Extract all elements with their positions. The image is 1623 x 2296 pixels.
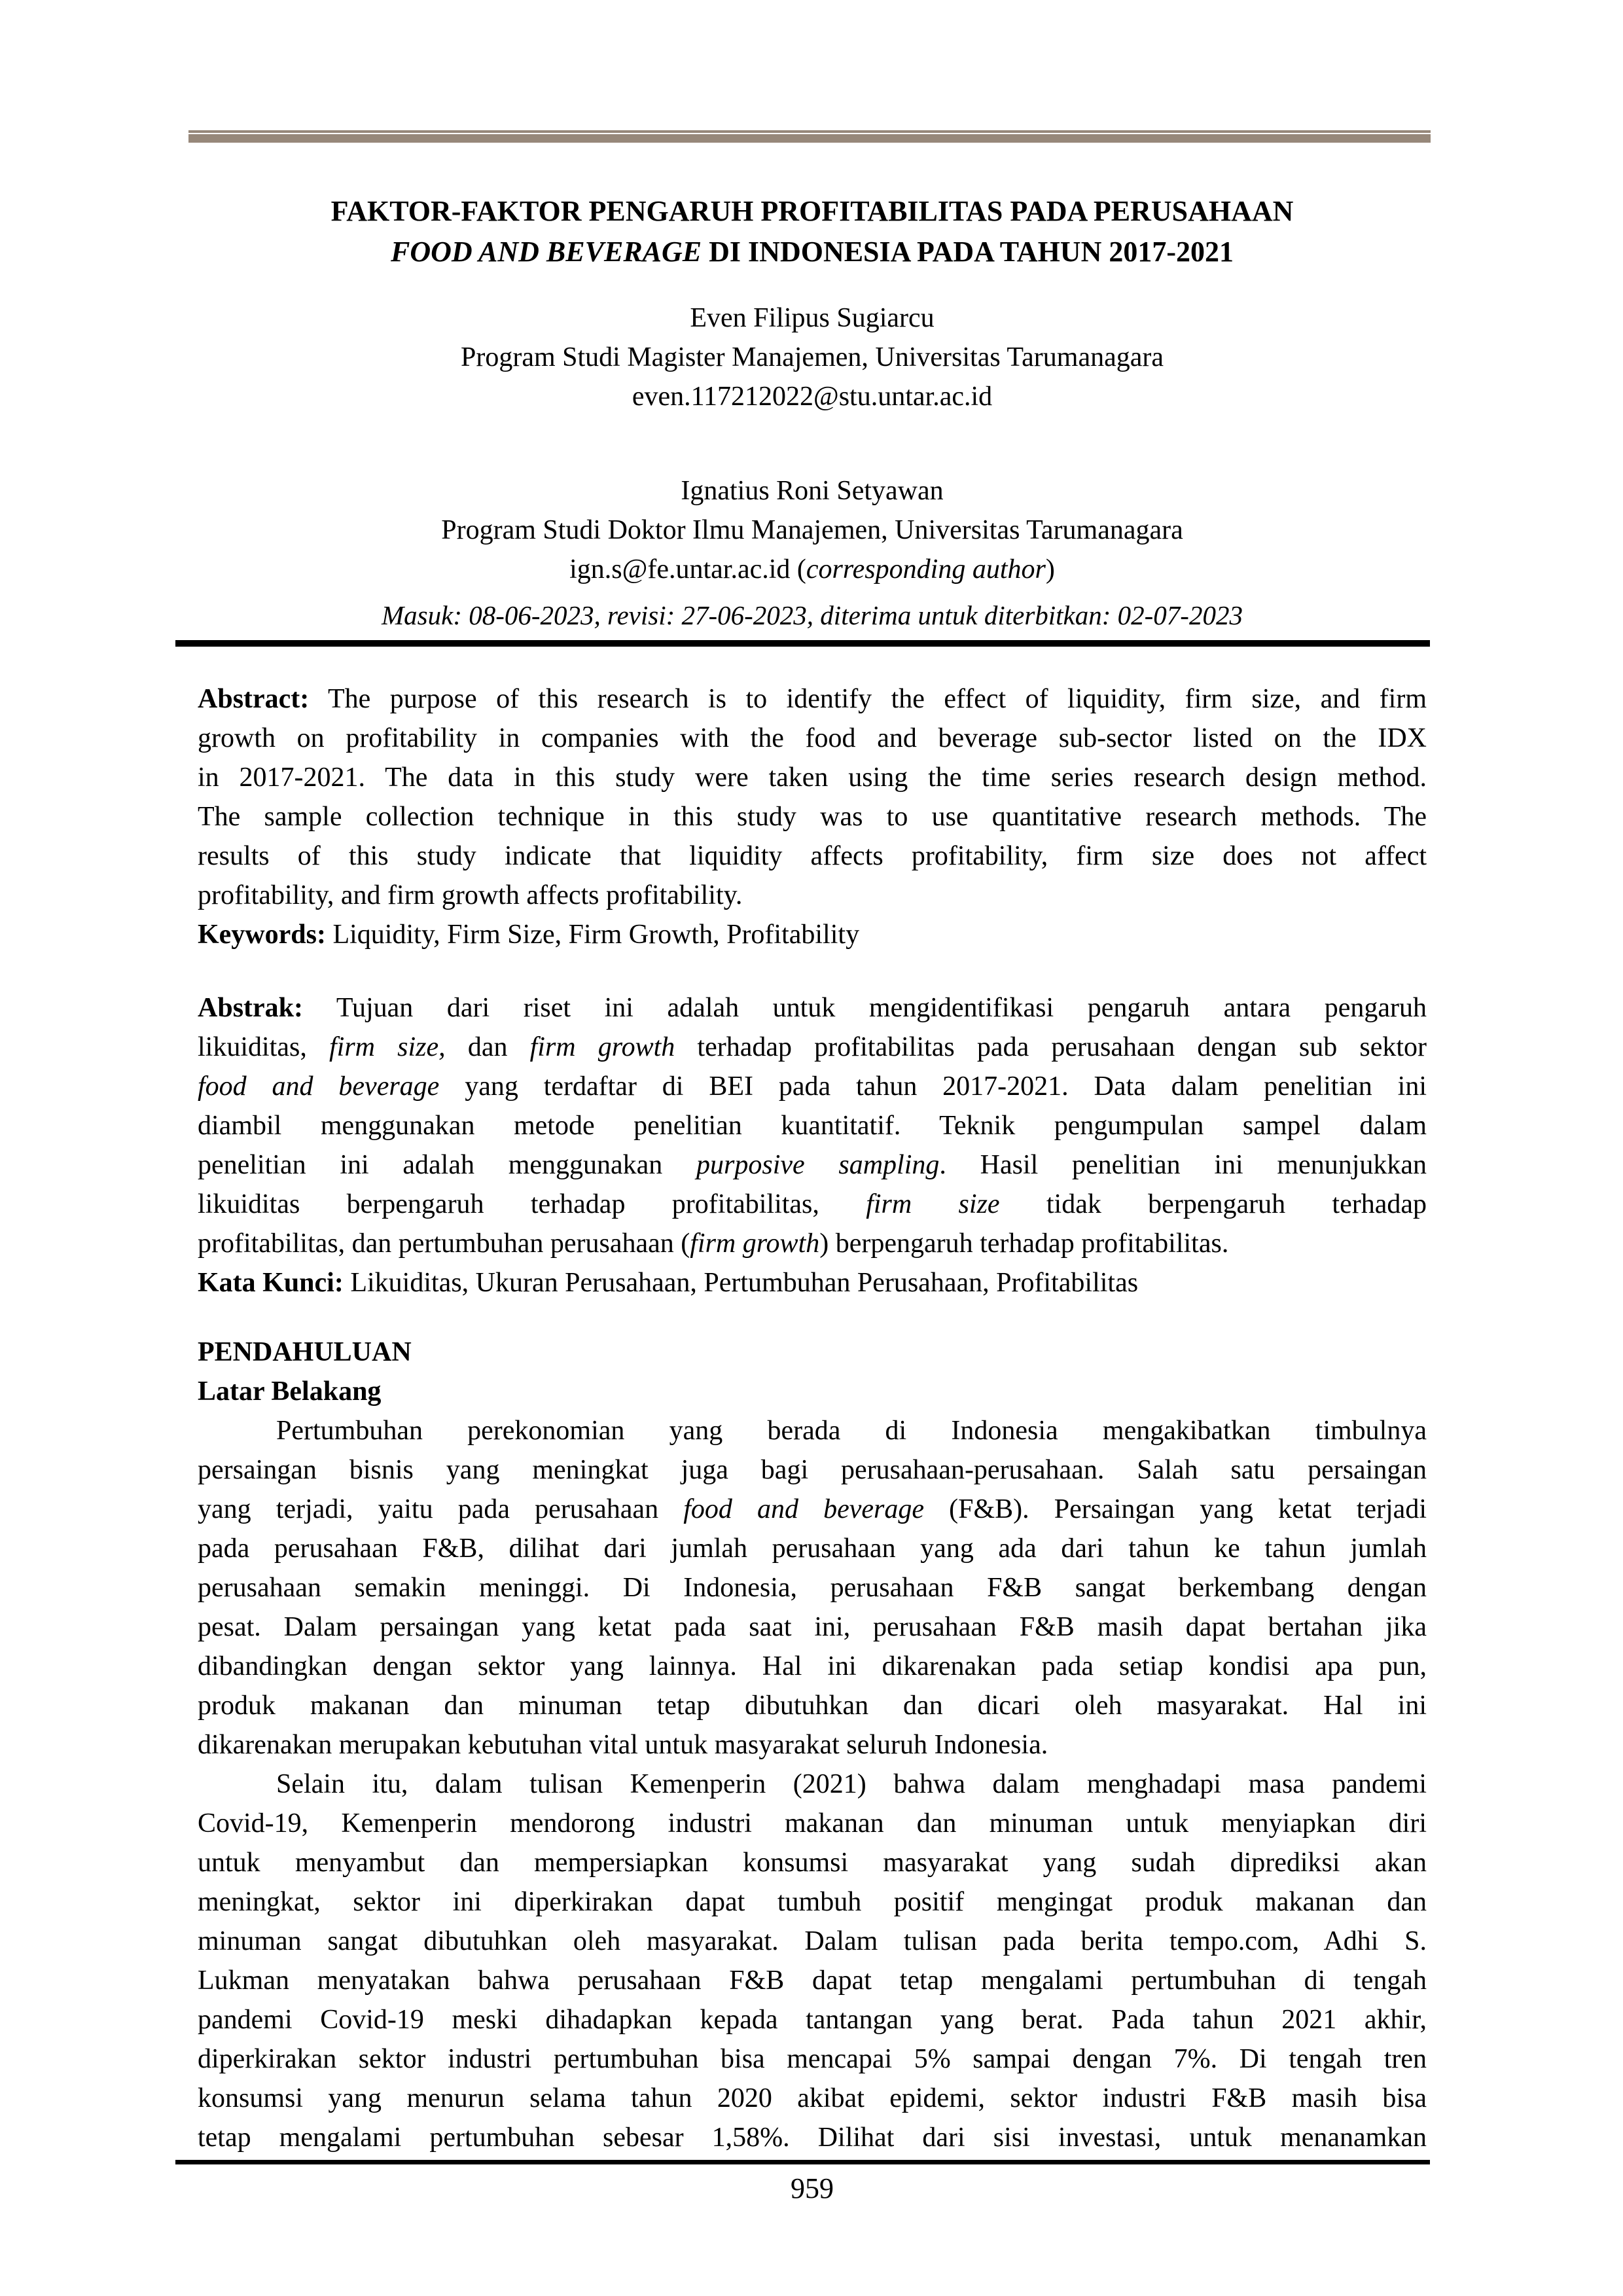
submission-dates	[198, 596, 1427, 635]
text-run: Liquidity, Firm Size, Firm Growth, Profitability	[325, 920, 860, 950]
header-rule	[175, 640, 1430, 647]
keywords-id-line	[198, 1263, 1427, 1302]
subsection-latar-belakang	[198, 1372, 1427, 1411]
paragraph-1-line	[198, 1568, 1427, 1607]
text-run: pesat. Dalam persaingan yang ketat pada saat ini, perusahaan F&B masih dapat bertahan jika	[198, 1612, 1427, 1642]
text-run: firm growth	[529, 1032, 675, 1062]
text-run: corresponding author	[806, 554, 1046, 584]
text-run: firm size,	[329, 1032, 446, 1062]
text-run: tidak berpengaruh terhadap	[999, 1189, 1427, 1219]
text-run: Tujuan dari riset ini adalah untuk mengidentifikasi pengaruh antara pengaruh	[303, 993, 1427, 1023]
text-run: Ignatius Roni Setyawan	[681, 476, 944, 506]
paragraph-2-line	[198, 2118, 1427, 2157]
text-run: produk makanan dan minuman tetap dibutuhkan dan dicari oleh masyarakat. Hal ini	[198, 1691, 1427, 1721]
author-block-2-line	[198, 550, 1427, 589]
keywords-en-line	[198, 915, 1427, 954]
text-run: Program Studi Magister Manajemen, Universitas Tarumanagara	[461, 342, 1164, 372]
text-run: untuk menyambut dan mempersiapkan konsumsi masyarakat yang sudah diprediksi akan	[198, 1848, 1427, 1878]
paragraph-2	[198, 1765, 1427, 2157]
page-number: 959	[791, 2172, 834, 2204]
text-run: penelitian ini adalah menggunakan	[198, 1150, 697, 1180]
text-run: diambil menggunakan metode penelitian kuantitatif. Teknik pengumpulan sampel dalam	[198, 1111, 1427, 1141]
author-block-1-line	[198, 298, 1427, 338]
text-run: dikarenakan merupakan kebutuhan vital untuk masyarakat seluruh Indonesia.	[198, 1730, 1048, 1760]
text-run: results of this study indicate that liquidity affects profitability, firm size does not affect	[198, 841, 1427, 871]
text-run: minuman sangat dibutuhkan oleh masyarakat. Dalam tulisan pada berita tempo.com, Adhi S.	[198, 1926, 1427, 1956]
abstract-id-line	[198, 988, 1427, 1028]
text-run: FAKTOR-FAKTOR PENGARUH PROFITABILITAS PADA PERUSAHAAN	[330, 195, 1294, 227]
submission-dates-line	[198, 596, 1427, 635]
text-run: food and beverage	[683, 1494, 925, 1524]
text-run: Latar Belakang	[198, 1376, 382, 1407]
text-run: PENDAHULUAN	[198, 1337, 412, 1367]
abstract-en-line	[198, 836, 1427, 876]
abstract-en-line	[198, 797, 1427, 836]
section-pendahuluan-line	[198, 1333, 1427, 1372]
keywords-en	[198, 915, 1427, 954]
abstract-id-line	[198, 1185, 1427, 1224]
author-block-1-line	[198, 377, 1427, 416]
paper-title-line	[198, 191, 1427, 232]
text-run: likuiditas,	[198, 1032, 329, 1062]
text-run: yang terdaftar di BEI pada tahun 2017-2021. Data dalam penelitian ini	[439, 1071, 1427, 1102]
paragraph-1	[198, 1411, 1427, 1765]
text-run: dan	[445, 1032, 530, 1062]
paragraph-2-line	[198, 1882, 1427, 1922]
text-run: purposive sampling	[696, 1150, 940, 1180]
top-rule-thin	[188, 130, 1431, 133]
abstract-id	[198, 988, 1427, 1263]
section-pendahuluan	[198, 1333, 1427, 1372]
text-run: FOOD AND BEVERAGE	[390, 236, 702, 268]
paragraph-2-line	[198, 2079, 1427, 2118]
text-run: Kata Kunci:	[198, 1268, 344, 1298]
text-run: Masuk: 08-06-2023, revisi: 27-06-2023, diterima untuk diterbitkan: 02-07-2023	[382, 600, 1243, 630]
footer-rule	[175, 2160, 1430, 2164]
author-block-1-line	[198, 338, 1427, 377]
paragraph-2-line	[198, 2000, 1427, 2039]
text-run: Selain itu, dalam tulisan Kemenperin (2021) bahwa dalam menghadapi masa pandemi	[276, 1769, 1427, 1799]
subsection-latar-belakang-line	[198, 1372, 1427, 1411]
paragraph-2-line	[198, 1765, 1427, 1804]
text-run: yang terjadi, yaitu pada perusahaan	[198, 1494, 684, 1524]
text-run: Abstract:	[198, 684, 310, 714]
text-run: . Hasil penelitian ini menunjukkan	[939, 1150, 1427, 1180]
abstract-en-line	[198, 876, 1427, 915]
text-run: perusahaan semakin meninggi. Di Indonesia, perusahaan F&B sangat berkembang dengan	[198, 1573, 1427, 1603]
text-run: even.117212022@stu.untar.ac.id	[632, 382, 993, 412]
text-run: likuiditas berpengaruh terhadap profitabilitas,	[198, 1189, 866, 1219]
text-run: The purpose of this research is to identify the effect of liquidity, firm size, and firm	[309, 684, 1427, 714]
text-run: Keywords:	[198, 920, 326, 950]
text-run: (F&B). Persaingan yang ketat terjadi	[924, 1494, 1427, 1524]
text-run: firm size	[866, 1189, 1000, 1219]
text-run: diperkirakan sektor industri pertumbuhan bisa mencapai 5% sampai dengan 7%. Di tengah tren	[198, 2044, 1427, 2074]
author-block-2-line	[198, 471, 1427, 511]
abstract-en-line	[198, 758, 1427, 797]
text-run: tetap mengalami pertumbuhan sebesar 1,58%. Dilihat dari sisi investasi, untuk menanamkan	[198, 2123, 1427, 2153]
abstract-en	[198, 679, 1427, 915]
abstract-id-line	[198, 1028, 1427, 1067]
text-run: ) berpengaruh terhadap profitabilitas.	[819, 1229, 1229, 1259]
text-run: ign.s@fe.untar.ac.id (	[569, 554, 806, 584]
paragraph-2-line	[198, 1922, 1427, 1961]
paragraph-2-line	[198, 2039, 1427, 2079]
text-run: konsumsi yang menurun selama tahun 2020 akibat epidemi, sektor industri F&B masih bisa	[198, 2083, 1427, 2113]
paragraph-2-line	[198, 1804, 1427, 1843]
text-run: DI INDONESIA PADA TAHUN 2017-2021	[702, 236, 1234, 268]
author-block-1	[198, 298, 1427, 416]
abstract-id-line	[198, 1106, 1427, 1145]
paragraph-1-line	[198, 1450, 1427, 1490]
text-run: pada perusahaan F&B, dilihat dari jumlah perusahaan yang ada dari tahun ke tahun jumlah	[198, 1534, 1427, 1564]
text-run: )	[1045, 554, 1055, 584]
abstract-en-line	[198, 719, 1427, 758]
text-run: dibandingkan dengan sektor yang lainnya. Hal ini dikarenakan pada setiap kondisi apa pun,	[198, 1651, 1427, 1681]
paragraph-1-line	[198, 1647, 1427, 1686]
paper-title	[198, 191, 1427, 272]
keywords-id	[198, 1263, 1427, 1302]
top-rule-thick	[188, 134, 1431, 143]
paragraph-1-line	[198, 1725, 1427, 1765]
text-run: Lukman menyatakan bahwa perusahaan F&B dapat tetap mengalami pertumbuhan di tengah	[198, 1965, 1427, 1996]
text-run: Covid-19, Kemenperin mendorong industri makanan dan minuman untuk menyiapkan diri	[198, 1808, 1427, 1839]
paragraph-1-line	[198, 1686, 1427, 1725]
abstract-id-line	[198, 1145, 1427, 1185]
paragraph-1-line	[198, 1607, 1427, 1647]
paragraph-1-line	[198, 1411, 1427, 1450]
document-content	[198, 191, 1427, 2157]
text-run: pandemi Covid-19 meski dihadapkan kepada tantangan yang berat. Pada tahun 2021 akhir,	[198, 2005, 1427, 2035]
paragraph-1-line	[198, 1529, 1427, 1568]
text-run: growth on profitability in companies with the food and beverage sub-sector listed on the IDX	[198, 723, 1427, 753]
abstract-id-line	[198, 1067, 1427, 1106]
text-run: Program Studi Doktor Ilmu Manajemen, Universitas Tarumanagara	[441, 515, 1183, 545]
text-run: profitabilitas, dan pertumbuhan perusahaan (	[198, 1229, 690, 1259]
abstract-id-line	[198, 1224, 1427, 1263]
text-run: food and beverage	[198, 1071, 440, 1102]
paper-title-line	[198, 232, 1427, 272]
abstract-en-line	[198, 679, 1427, 719]
text-run: Abstrak:	[198, 993, 304, 1023]
author-block-2	[198, 471, 1427, 589]
text-run: terhadap profitabilitas pada perusahaan dengan sub sektor	[675, 1032, 1427, 1062]
text-run: persaingan bisnis yang meningkat juga bagi perusahaan-perusahaan. Salah satu persaingan	[198, 1455, 1427, 1485]
text-run: in 2017-2021. The data in this study were taken using the time series research design method.	[198, 762, 1427, 793]
text-run: The sample collection technique in this study was to use quantitative research methods. The	[198, 802, 1427, 832]
author-block-2-line	[198, 511, 1427, 550]
paragraph-2-line	[198, 1961, 1427, 2000]
text-run: Likuiditas, Ukuran Perusahaan, Pertumbuhan Perusahaan, Profitabilitas	[343, 1268, 1139, 1298]
paragraph-1-line	[198, 1490, 1427, 1529]
text-run: firm growth	[690, 1229, 820, 1259]
text-run: Even Filipus Sugiarcu	[690, 303, 935, 333]
text-run: meningkat, sektor ini diperkirakan dapat tumbuh positif mengingat produk makanan dan	[198, 1887, 1427, 1917]
paragraph-2-line	[198, 1843, 1427, 1882]
text-run: profitability, and firm growth affects profitability.	[198, 880, 743, 910]
text-run: Pertumbuhan perekonomian yang berada di Indonesia mengakibatkan timbulnya	[276, 1416, 1427, 1446]
